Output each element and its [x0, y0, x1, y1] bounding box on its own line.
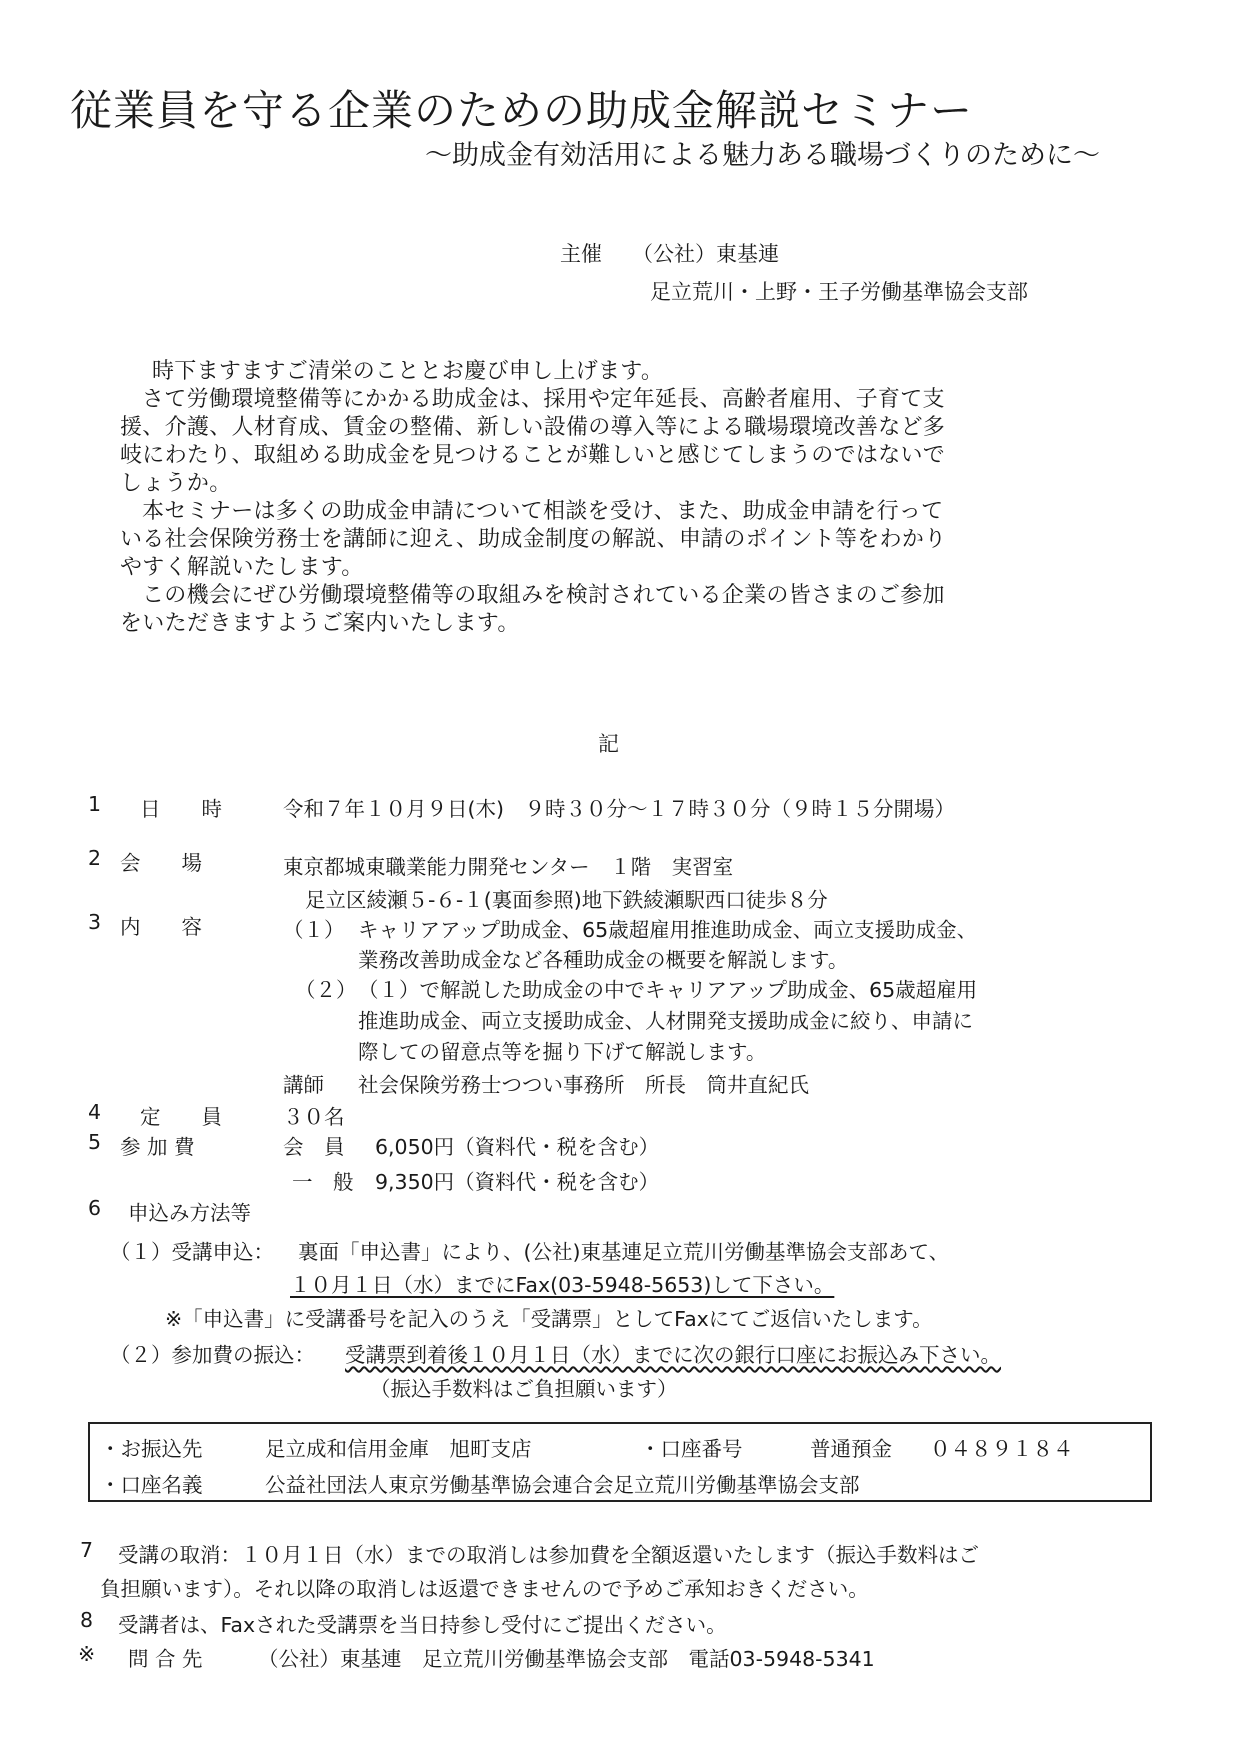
content-p1-line: キャリアアップ助成金、65歳超雇用推進助成金、両立支援助成金、	[358, 918, 978, 942]
bank-holder-value: 公益社団法人東京労働基準協会連合会足立荒川労働基準協会支部	[265, 1473, 860, 1497]
contact-value: （公社）東基連 足立荒川労働基準協会支部 電話03-5948-5341	[258, 1647, 875, 1671]
intro-line: をいただきますようご案内いたします。	[120, 611, 520, 636]
bank-info-box	[88, 1422, 1152, 1502]
fee-general-value: 9,350円（資料代・税を含む）	[375, 1170, 660, 1194]
apply-sub1-text: 裏面「申込書」により、(公社)東基連足立荒川労働基準協会支部あて、	[298, 1240, 950, 1264]
content-p2-line: 際しての留意点等を掘り下げて解説します。	[358, 1040, 767, 1064]
cancel-line: 負担願います）。それ以降の取消しは返還できませんので予めご承知おきください。	[100, 1577, 869, 1601]
apply-deadline: １０月１日（水）までにFax(03-5948-5653)して下さい。	[290, 1273, 835, 1297]
page-subtitle: ～助成金有効活用による魅力ある職場づくりのために～	[425, 140, 1100, 171]
contact-mark: ※	[78, 1642, 96, 1666]
submit-num: 8	[80, 1608, 94, 1632]
bank-acct-label: ・口座番号	[640, 1437, 743, 1461]
datetime-label: 日 時	[140, 797, 222, 821]
organizer-name: （公社）東基連	[632, 242, 779, 266]
intro-line: いる社会保険労務士を講師に迎え、助成金制度の解説、申請のポイント等をわかり	[120, 527, 947, 552]
submit-text: 受講者は、Faxされた受講票を当日持参し受付にご提出ください。	[118, 1613, 727, 1637]
contact-label: 問 合 先	[128, 1647, 203, 1671]
fee-general-label: 一 般	[292, 1170, 354, 1194]
intro-line: しょうか。	[120, 471, 232, 496]
bank-dest-value: 足立成和信用金庫 旭町支店	[265, 1437, 532, 1461]
apply-sub2-note: （振込手数料はご負担願います）	[370, 1377, 678, 1401]
content-p1-marker: （１）	[283, 918, 345, 942]
apply-sub1-label: （１）受講申込：	[110, 1240, 274, 1264]
apply-sub2-text: 受講票到着後１０月１日（水）までに次の銀行口座にお振込み下さい。	[345, 1343, 1001, 1367]
organizer-label: 主催	[560, 242, 602, 266]
lecturer-label: 講師	[283, 1073, 324, 1097]
page-title: 従業員を守る企業のための助成金解説セミナー	[70, 86, 974, 135]
intro-line: やすく解説いたします。	[120, 555, 364, 580]
intro-line: この機会にぜひ労働環境整備等の取組みを検討されている企業の皆さまのご参加	[142, 583, 945, 608]
fee-member-value: 6,050円（資料代・税を含む）	[375, 1135, 660, 1159]
intro-line: さて労働環境整備等にかかる助成金は、採用や定年延長、高齢者雇用、子育て支	[142, 387, 945, 412]
fee-num: 5	[88, 1130, 102, 1154]
organizer-branch: 足立荒川・上野・王子労働基準協会支部	[650, 280, 1028, 304]
content-label: 内 容	[120, 915, 202, 939]
apply-sub1-note: ※「申込書」に受講番号を記入のうえ「受講票」としてFaxにてご返信いたします。	[165, 1307, 933, 1331]
apply-label: 申込み方法等	[128, 1201, 251, 1225]
capacity-label: 定 員	[140, 1105, 222, 1129]
intro-line: 岐にわたり、取組める助成金を見つけることが難しいと感じてしまうのではないで	[120, 443, 946, 468]
content-num: 3	[88, 910, 102, 934]
content-p2-line: 推進助成金、両立支援助成金、人材開発支援助成金に絞り、申請に	[358, 1009, 973, 1033]
apply-sub2-label: （２）参加費の振込：	[110, 1343, 315, 1367]
venue-num: 2	[88, 846, 102, 870]
bank-holder-label: ・口座名義	[100, 1473, 203, 1497]
venue-address: 足立区綾瀬５-６-１(裏面参照)地下鉄綾瀬駅西口徒歩８分	[305, 888, 828, 912]
capacity-value: ３０名	[283, 1105, 345, 1129]
intro-line: 本セミナーは多くの助成金申請について相談を受け、また、助成金申請を行って	[142, 499, 944, 524]
venue-label: 会 場	[120, 851, 202, 875]
ki-heading: 記	[598, 732, 619, 756]
datetime-num: 1	[88, 792, 102, 816]
intro-line: 時下ますますご清栄のこととお慶び申し上げます。	[152, 359, 664, 384]
capacity-num: 4	[88, 1100, 102, 1124]
datetime-value: 令和７年１０月９日(木) ９時３０分～１７時３０分（９時１５分開場）	[283, 797, 955, 821]
intro-paragraph	[120, 358, 946, 638]
fee-label: 参 加 費	[120, 1135, 195, 1159]
intro-line: 援、介護、人材育成、賃金の整備、新しい設備の導入等による職場環境改善など多	[120, 415, 946, 440]
bank-dest-label: ・お振込先	[100, 1437, 203, 1461]
content-p1-line: 業務改善助成金など各種助成金の概要を解説します。	[358, 948, 849, 972]
venue-value: 東京都城東職業能力開発センター １階 実習室	[283, 855, 734, 879]
content-p2-line: （１）で解説した助成金の中でキャリアアップ助成金、65歳超雇用	[358, 978, 978, 1002]
fee-member-label: 会 員	[283, 1135, 345, 1159]
bank-acct-type: 普通預金	[810, 1437, 892, 1461]
cancel-line: 受講の取消：１０月１日（水）までの取消しは参加費を全額返還いたします（振込手数料はご	[118, 1543, 979, 1567]
bank-acct-number: ０４８９１８４	[930, 1437, 1074, 1461]
lecturer-value: 社会保険労務士つつい事務所 所長 筒井直紀氏	[358, 1073, 809, 1097]
apply-num: 6	[88, 1196, 102, 1220]
content-p2-marker: （２）	[295, 978, 357, 1002]
cancel-num: 7	[80, 1538, 94, 1562]
